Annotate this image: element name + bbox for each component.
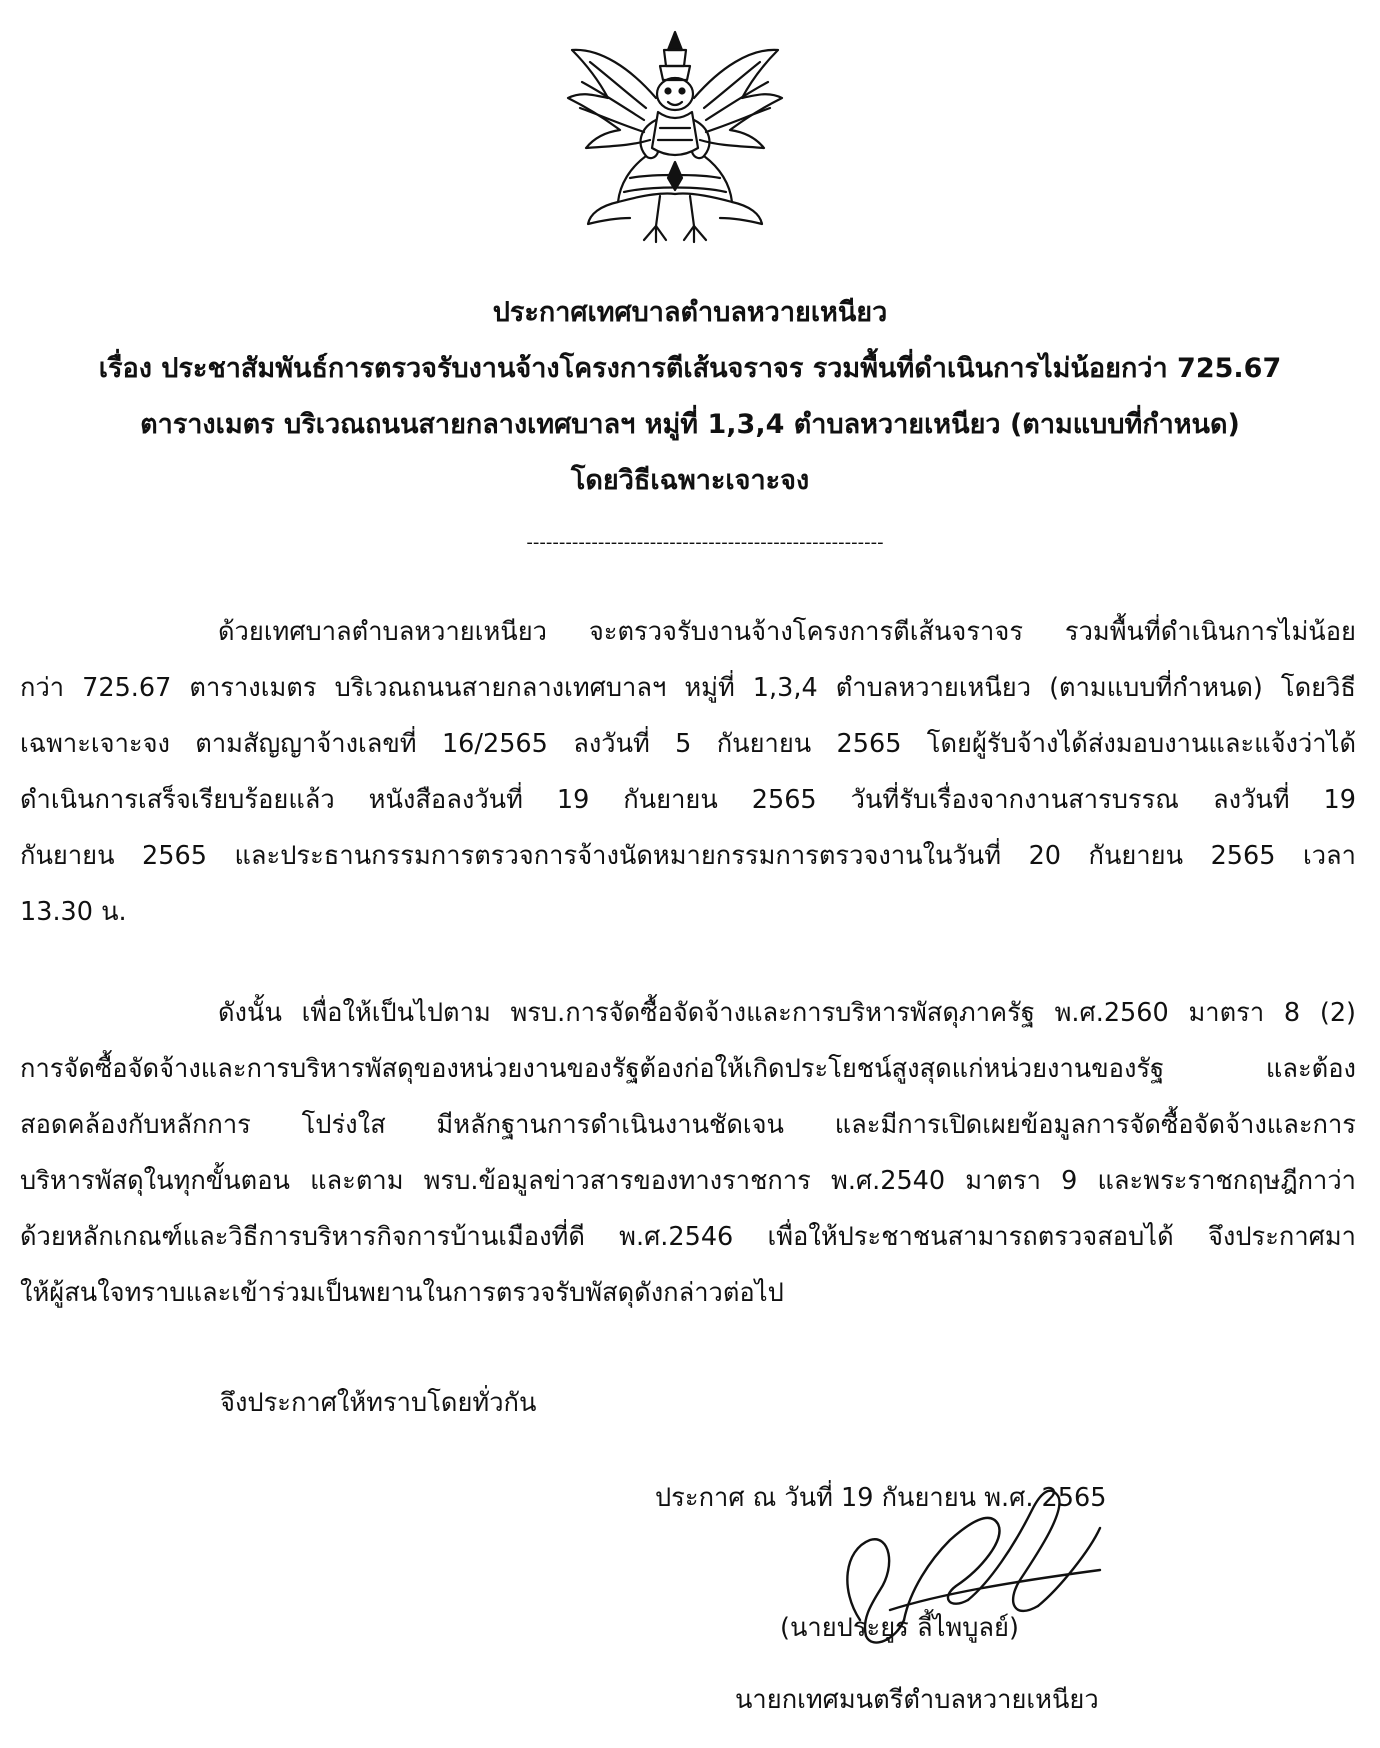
paragraph-1-line: ดำเนินการเสร็จเรียบร้อยแล้ว หนังสือลงวันที่ 19 กันยายน 2565 วันที่รับเรื่องจากงานสารบรรณ ลงวันที่ 19 — [20, 785, 1356, 815]
announcement-date: ประกาศ ณ วันที่ 19 กันยายน พ.ศ. 2565 — [655, 1483, 1107, 1513]
paragraph-2-line: ให้ผู้สนใจทราบและเข้าร่วมเป็นพยานในการตรวจรับพัสดุดังกล่าวต่อไป — [20, 1278, 784, 1308]
paragraph-2-line: การจัดซื้อจัดจ้างและการบริหารพัสดุของหน่วยงานของรัฐต้องก่อให้เกิดประโยชน์สูงสุดแก่หน่วยงานของรัฐ และต้อง — [20, 1054, 1356, 1084]
title-line-subject-cont: ตารางเมตร บริเวณถนนสายกลางเทศบาลฯ หมู่ที่ 1,3,4 ตำบลหวายเหนียว (ตามแบบที่กำหนด) — [140, 409, 1240, 440]
title-line-agency: ประกาศเทศบาลตำบลหวายเหนียว — [492, 297, 888, 328]
paragraph-1-line: กันยายน 2565 และประธานกรรมการตรวจการจ้างนัดหมายกรรมการตรวจงานในวันที่ 20 กันยายน 2565 เวลา — [20, 841, 1356, 871]
announcement-title — [70, 285, 1310, 509]
signer-title: นายกเทศมนตรีตำบลหวายเหนียว — [735, 1685, 1099, 1715]
title-line-method: โดยวิธีเฉพาะเจาะจง — [570, 465, 810, 496]
paragraph-2-line: บริหารพัสดุในทุกขั้นตอน และตาม พรบ.ข้อมูลข่าวสารของทางราชการ พ.ศ.2540 มาตรา 9 และพระราชกฤษฎีกาว่า — [20, 1166, 1356, 1196]
garuda-emblem-icon — [560, 28, 790, 253]
paragraph-1-line: กว่า 725.67 ตารางเมตร บริเวณถนนสายกลางเทศบาลฯ หมู่ที่ 1,3,4 ตำบลหวายเหนียว (ตามแบบที่กำหนด) โดยวิธี — [20, 673, 1356, 703]
paragraph-1 — [20, 604, 1356, 940]
paragraph-1-line: เฉพาะเจาะจง ตามสัญญาจ้างเลขที่ 16/2565 ลงวันที่ 5 กันยายน 2565 โดยผู้รับจ้างได้ส่งมอบงานและแจ้งว่าได้ — [20, 729, 1356, 759]
signer-name: (นายประยูร ลี้ไพบูลย์) — [780, 1613, 1019, 1643]
paragraph-2-line: สอดคล้องกับหลักการ โปร่งใส มีหลักฐานการดำเนินงานชัดเจน และมีการเปิดเผยข้อมูลการจัดซื้อจัดจ้างและการ — [20, 1110, 1356, 1140]
paragraph-1-line: 13.30 น. — [20, 897, 127, 927]
paragraph-2-line: ดังนั้น เพื่อให้เป็นไปตาม พรบ.การจัดซื้อจัดจ้างและการบริหารพัสดุภาครัฐ พ.ศ.2560 มาตรา 8 (2) — [218, 998, 1356, 1028]
closing-statement: จึงประกาศให้ทราบโดยทั่วกัน — [220, 1388, 537, 1418]
title-divider: ------------------------------------------------------- — [526, 532, 884, 553]
paragraph-2-line: ด้วยหลักเกณฑ์และวิธีการบริหารกิจการบ้านเมืองที่ดี พ.ศ.2546 เพื่อให้ประชาชนสามารถตรวจสอบได้ จึงประกาศมา — [20, 1222, 1356, 1252]
title-line-subject: เรื่อง ประชาสัมพันธ์การตรวจรับงานจ้างโครงการตีเส้นจราจร รวมพื้นที่ดำเนินการไม่น้อยกว่า 725.67 — [98, 353, 1282, 384]
paragraph-1-line: ด้วยเทศบาลตำบลหวายเหนียว จะตรวจรับงานจ้างโครงการตีเส้นจราจร รวมพื้นที่ดำเนินการไม่น้อย — [218, 617, 1356, 647]
paragraph-2 — [20, 985, 1356, 1321]
